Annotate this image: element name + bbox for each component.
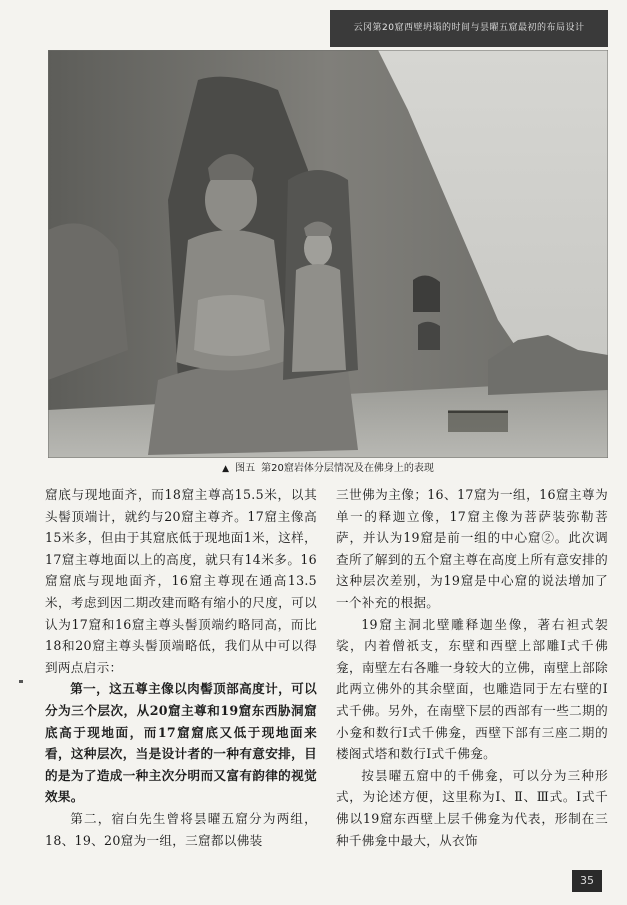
cave-photo: [48, 50, 608, 458]
paragraph: 第一，这五尊主像以肉髻顶部高度计，可以分为三个层次，从20窟主尊和19窟东西胁洞窟底高于现地面，而17窟窟底又低于现地面来看，这种层次，当是设计者的一种有意安排，目的是为了造成一种主次分明而又富有韵律的视觉效果。: [45, 681, 317, 805]
paragraph: 第二，宿白先生曾将昙曜五窟分为两组，18、19、20窟为一组，三窟都以佛装: [45, 810, 317, 848]
figure-caption-text: 第20窟岩体分层情况及在佛身上的表现: [261, 463, 434, 474]
running-title: 云冈第20窟西壁坍塌的时间与昙曜五窟最初的布局设计: [353, 23, 585, 33]
paragraph: 窟底与现地面齐，而18窟主尊高15.5米，以其头髻顶端计，就约与20窟主尊齐。17窟主像高15米多，但由于其窟底低于现地面1米，这样，17窟主尊地面以上的高度，就只有14米多。16窟窟底与现地面齐，16窟主尊现在通高13.5米，考虑到因二期改建而略有缩小的尺度，可以认为17窟和16窟主尊头髻顶端约略同高，而比18和20窟主尊头髻顶端略低，我们从中可以得到两点启示：: [45, 487, 317, 675]
paragraph: 19窟主洞北壁雕释迦坐像，著右袒式袈裟，内着僧祇支，东壁和西壁上部雕Ⅰ式千佛龛，南壁左右各雕一身较大的立佛，南壁上部除此两立佛外的其余壁面，也雕造同于左右壁的Ⅰ式千佛。另外，在南壁下层的西部有一些二期的小龛和数行Ⅰ式千佛龛，西壁下部有三座二期的楼阁式塔和数行Ⅰ式千佛龛。: [336, 616, 608, 762]
page-number: 35: [572, 870, 602, 892]
figure-label: 图五: [235, 463, 256, 474]
left-text-column: [45, 484, 317, 851]
caption-marker: ▲: [222, 464, 230, 474]
scan-speck: [19, 680, 23, 683]
paragraph: 三世佛为主像；16、17窟为一组，16窟主尊为单一的释迦立像，17窟主像为菩萨装弥勒菩萨，并认为19窟是前一组的中心窟②。此次调查所了解到的五个窟主尊在高度上所有意安排的这种层次差别，为19窟是中心窟的说法增加了一个补充的根据。: [336, 487, 608, 610]
buddha-cave-image: [48, 50, 608, 458]
running-header: [330, 10, 608, 47]
figure-caption: [48, 462, 608, 476]
paragraph: 按昙曜五窟中的千佛龛，可以分为三种形式，为论述方便，这里称为Ⅰ、Ⅱ、Ⅲ式。Ⅰ式千佛以19窟东西壁上层千佛龛为代表，形制在三种千佛龛中最大，从衣饰: [336, 767, 608, 848]
right-text-column: [336, 484, 608, 851]
